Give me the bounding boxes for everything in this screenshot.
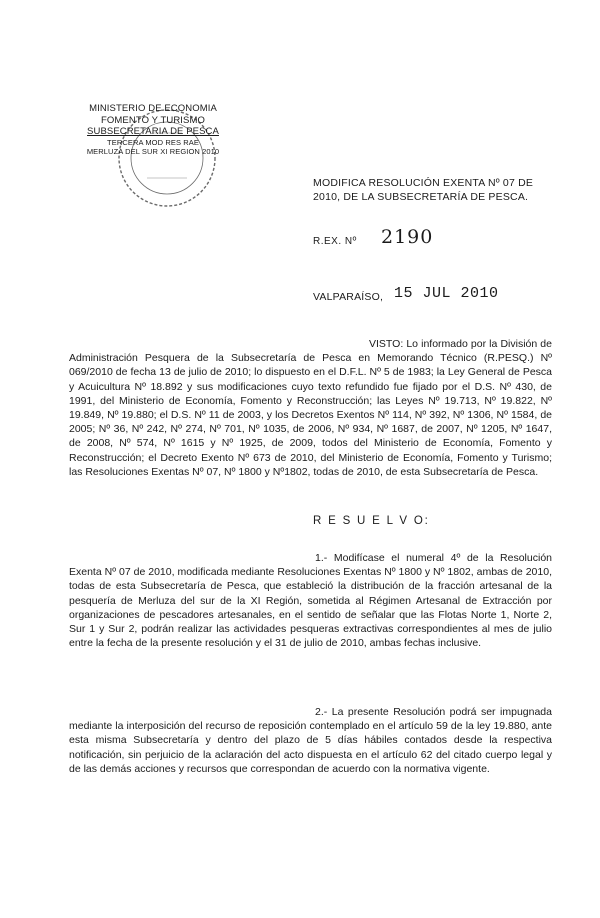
ministry-name: MINISTERIO DE ECONOMIA bbox=[89, 103, 217, 114]
resolution-label: R.EX. Nº bbox=[313, 236, 357, 247]
place-name: VALPARAÍSO, bbox=[313, 291, 384, 303]
date-stamp: 15 JUL 2010 bbox=[394, 285, 499, 302]
ministry-division: FOMENTO Y TURISMO bbox=[101, 114, 205, 126]
ministry-header bbox=[78, 103, 228, 156]
resolution-number: 2190 bbox=[381, 226, 434, 248]
subsecretaria-name: SUBSECRETARIA DE PESCA bbox=[87, 126, 219, 137]
visto-paragraph: VISTO: Lo informado por la División de Administración Pesquera de la Subsecretaría de Pesca en Memorando Técnico (R.PESQ.) Nº 069/2010 de fecha 13 de julio de 2010; lo dispuesto en el D.F.L. Nº 5 de 1983; la Ley General de Pesca y Acuicultura Nº 18.892 y sus modificaciones cuyo texto refundido fue fijado por el D.S. Nº 430, de 1991, del Ministerio de Economía, Fomento y Reconstrucción; las Leyes Nº 19.713, Nº 19.822, Nº 19.849, Nº 19.880; el D.S. Nº 11 de 2003, y los Decretos Exentos Nº 114, Nº 392, Nº 1306, Nº 1584, de 2005; Nº 36, Nº 242, Nº 274, Nº 701, Nº 1035, de 2006, Nº 934, Nº 1687, de 2007, Nº 1205, Nº 1647, de 2008, Nº 574, Nº 1615 y Nº 1925, de 2009, todos del Ministerio de Economía, Fomento y Reconstrucción; el Decreto Exento Nº 673 de 2010, del Ministerio de Economía, Fomento y Turismo; las Resoluciones Exentas Nº 07, Nº 1800 y Nº1802, todas de 2010, de esta Subsecretaría de Pesca. bbox=[69, 338, 552, 478]
resolution-point-1: 1.- Modifícase el numeral 4º de la Resolución Exenta Nº 07 de 2010, modificada mediante Resoluciones Exentas Nº 1800 y Nº 1802, ambas de 2010, todas de esta Subsecretaría de Pesca, que estableció la distribución de la fracción artesanal de la pesquería de Merluza del sur de la XI Región, sometida al Régimen Artesanal de Extracción por organizaciones de pescadores artesanales, en el sentido de señalar que las Flotas Norte 1, Norte 2, Sur 1 y Sur 2, podrán realizar las actividades pesqueras extractivas correspondientes al mes de julio entre la fecha de la presente resolución y el 31 de julio de 2010, ambas fechas inclusive. bbox=[69, 552, 552, 650]
resuelvo-heading: R E S U E L V O: bbox=[313, 515, 430, 527]
resolution-point-2: 2.- La presente Resolución podrá ser impugnada mediante la interposición del recurso de reposición contemplado en el artículo 59 de la ley 19.880, ante esta misma Subsecretaría y dentro del plazo de 5 días hábiles contados desde la respectiva notificación, sin perjuicio de la aclaración del acto dispuesta en el artículo 62 del citado cuerpo legal y de las demás acciones y recursos que correspondan de acuerdo con la normativa vigente. bbox=[69, 706, 552, 775]
document-code: TERCERA MOD RES RAE bbox=[107, 137, 199, 147]
document-subject: MODIFICA RESOLUCIÓN EXENTA Nº 07 DE 2010, DE LA SUBSECRETARÍA DE PESCA. bbox=[313, 177, 534, 203]
document-reference: MERLUZA DEL SUR XI REGION 2010 bbox=[86, 146, 220, 156]
